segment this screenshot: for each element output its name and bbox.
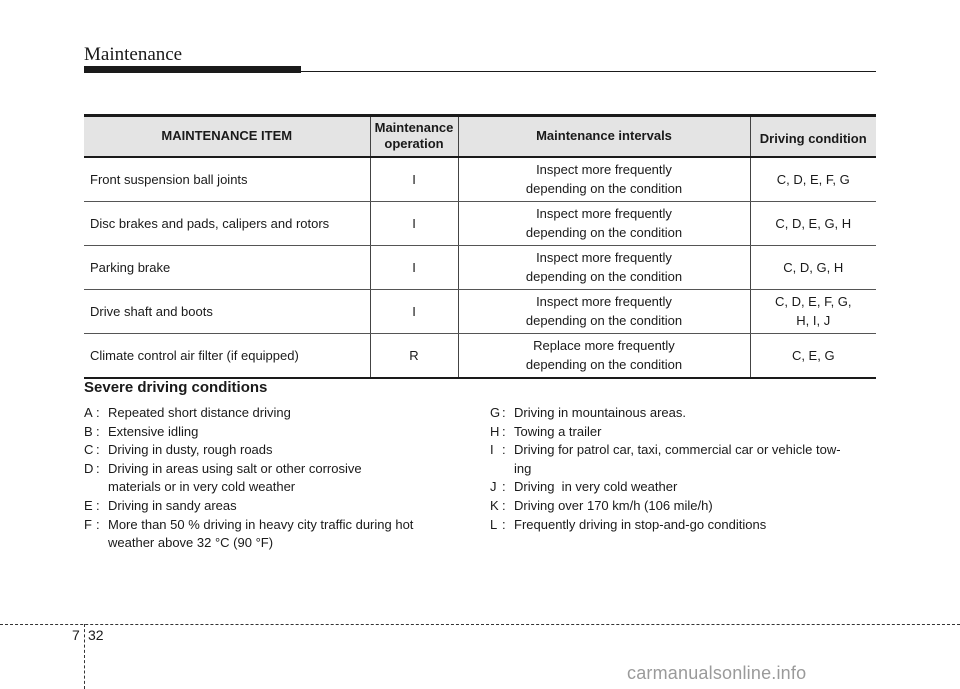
table-row xyxy=(84,333,876,378)
row-condition-line-1: C, D, E, F, G, xyxy=(774,294,852,309)
list-item xyxy=(490,441,880,478)
condition-line: Driving in areas using salt or other corrosive xyxy=(108,460,362,476)
row-interval xyxy=(458,201,750,245)
list-item xyxy=(84,516,474,553)
condition-line: Driving in sandy areas xyxy=(108,497,237,513)
colon: : xyxy=(96,460,100,476)
row-item: Climate control air filter (if equipped) xyxy=(84,333,370,378)
list-item xyxy=(490,423,880,442)
row-interval-line-2: depending on the condition xyxy=(525,313,683,328)
header-rule-thin xyxy=(301,71,876,72)
colon: : xyxy=(502,497,506,513)
footer-dashed-divider xyxy=(84,624,85,689)
row-condition xyxy=(750,245,876,289)
row-interval-line-1: Inspect more frequently xyxy=(536,250,672,265)
table-header-row xyxy=(84,116,876,157)
condition-text xyxy=(108,441,474,460)
row-item: Front suspension ball joints xyxy=(84,157,370,202)
condition-letter: F xyxy=(84,516,92,532)
condition-line: ing xyxy=(514,460,532,476)
condition-letter: K xyxy=(490,497,499,513)
list-item xyxy=(84,460,474,497)
condition-letter: H xyxy=(490,423,500,439)
colon: : xyxy=(96,497,100,513)
colon: : xyxy=(502,516,506,532)
row-condition xyxy=(750,157,876,202)
chapter-number: 7 xyxy=(72,627,80,643)
colon: : xyxy=(96,423,100,439)
header-operation-line-1: Maintenance xyxy=(374,120,454,136)
header-maintenance-intervals: Maintenance intervals xyxy=(458,116,750,157)
colon: : xyxy=(96,516,100,532)
colon: : xyxy=(96,405,100,420)
condition-line: Driving in mountainous areas. xyxy=(514,405,686,420)
condition-letter: J xyxy=(490,479,497,495)
list-item xyxy=(84,404,474,423)
condition-line: Extensive idling xyxy=(108,423,199,439)
row-interval xyxy=(458,333,750,378)
colon: : xyxy=(502,423,506,439)
condition-letter: G xyxy=(490,405,501,420)
header-maintenance-operation xyxy=(370,116,458,157)
condition-text xyxy=(108,423,474,442)
list-item xyxy=(490,516,880,535)
row-interval xyxy=(458,157,750,202)
list-item xyxy=(490,478,880,497)
table-row xyxy=(84,201,876,245)
row-condition xyxy=(750,333,876,378)
row-interval-line-1: Inspect more frequently xyxy=(536,294,672,309)
severe-conditions-title: Severe driving conditions xyxy=(84,379,268,396)
condition-letter: I xyxy=(490,442,494,458)
colon: : xyxy=(502,405,506,420)
table-row xyxy=(84,245,876,289)
header-operation-line-2: operation xyxy=(384,136,444,152)
condition-line: Towing a trailer xyxy=(514,423,602,439)
condition-letter: B xyxy=(84,423,93,439)
condition-text xyxy=(514,478,880,497)
row-interval-line-1: Replace more frequently xyxy=(533,338,675,353)
condition-text xyxy=(108,516,474,553)
row-condition-line-1: C, D, E, F, G xyxy=(776,171,850,187)
table-row xyxy=(84,157,876,202)
condition-text xyxy=(108,497,474,516)
condition-letter: L xyxy=(490,516,498,532)
row-interval-line-2: depending on the condition xyxy=(525,225,683,240)
row-interval xyxy=(458,245,750,289)
row-item: Drive shaft and boots xyxy=(84,289,370,333)
condition-letter: A xyxy=(84,405,93,420)
condition-line: weather above 32 °C (90 °F) xyxy=(108,535,274,551)
row-operation: I xyxy=(370,157,458,202)
colon: : xyxy=(502,442,506,458)
condition-text xyxy=(514,423,880,442)
row-operation: I xyxy=(370,245,458,289)
condition-line: Driving in very cold weather xyxy=(514,479,678,495)
condition-text xyxy=(514,516,880,535)
list-item xyxy=(84,497,474,516)
condition-text xyxy=(108,404,474,423)
table-row xyxy=(84,289,876,333)
condition-text xyxy=(514,497,880,516)
row-interval-line-1: Inspect more frequently xyxy=(536,206,672,221)
colon: : xyxy=(96,442,100,458)
row-condition-line-1: C, E, G xyxy=(791,347,835,363)
condition-line: Repeated short distance driving xyxy=(108,405,291,420)
list-item xyxy=(490,404,880,423)
row-interval-line-2: depending on the condition xyxy=(525,181,683,196)
row-condition xyxy=(750,201,876,245)
list-item xyxy=(490,497,880,516)
condition-text xyxy=(108,460,474,497)
page-header-title: Maintenance xyxy=(84,44,183,65)
condition-line: Frequently driving in stop-and-go conditions xyxy=(514,516,767,532)
condition-line: Driving in dusty, rough roads xyxy=(108,442,273,458)
condition-line: Driving for patrol car, taxi, commercial car or vehicle tow- xyxy=(514,442,841,458)
condition-line: More than 50 % driving in heavy city traffic during hot xyxy=(108,516,414,532)
row-condition-line-1: C, D, E, G, H xyxy=(775,215,852,231)
maintenance-table xyxy=(84,114,876,379)
condition-line: Driving over 170 km/h (106 mile/h) xyxy=(514,497,713,513)
condition-text xyxy=(514,404,880,423)
header-maintenance-item: MAINTENANCE ITEM xyxy=(84,116,370,157)
row-interval-line-1: Inspect more frequently xyxy=(536,162,672,177)
row-operation: R xyxy=(370,333,458,378)
conditions-list-left xyxy=(84,404,474,553)
page-number: 32 xyxy=(88,627,104,643)
row-condition-line-1: C, D, G, H xyxy=(783,259,844,275)
row-operation: I xyxy=(370,289,458,333)
row-item: Parking brake xyxy=(84,245,370,289)
list-item xyxy=(84,423,474,442)
list-item xyxy=(84,441,474,460)
conditions-list-right xyxy=(490,404,880,534)
condition-letter: C xyxy=(84,442,94,458)
header-driving-condition: Driving condition xyxy=(750,116,876,157)
condition-text xyxy=(514,441,880,478)
row-interval-line-2: depending on the condition xyxy=(525,269,683,284)
condition-letter: D xyxy=(84,460,94,476)
row-item: Disc brakes and pads, calipers and rotors xyxy=(84,201,370,245)
row-operation: I xyxy=(370,201,458,245)
header-rule-thick xyxy=(84,66,301,73)
watermark-text: carmanualsonline.info xyxy=(627,663,807,683)
condition-letter: E xyxy=(84,497,93,513)
footer-dashed-rule xyxy=(0,624,960,625)
row-interval-line-2: depending on the condition xyxy=(525,357,683,372)
row-condition-line-2: H, I, J xyxy=(796,313,831,328)
row-interval xyxy=(458,289,750,333)
row-condition xyxy=(750,289,876,333)
condition-line: materials or in very cold weather xyxy=(108,479,296,495)
colon: : xyxy=(502,479,506,495)
